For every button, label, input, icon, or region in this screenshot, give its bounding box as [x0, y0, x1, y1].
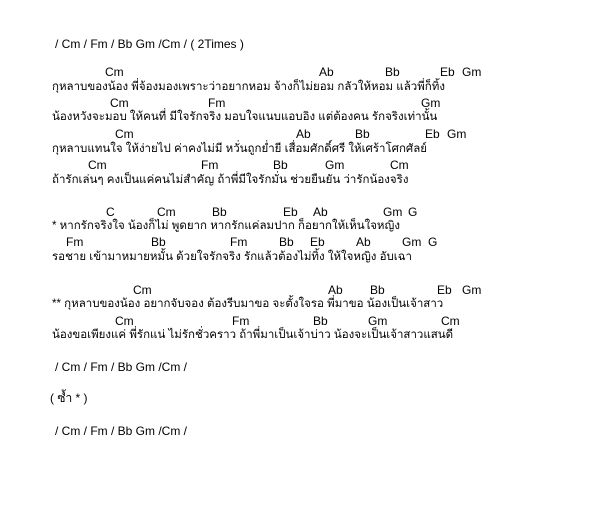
- interlude-progression: / Cm / Fm / Bb Gm /Cm /: [55, 360, 187, 374]
- chord: Fm: [201, 158, 219, 172]
- chord: Ab: [328, 283, 343, 297]
- chord: Bb: [151, 235, 166, 249]
- chord: G: [408, 205, 418, 219]
- lyric-line: น้องหวังจะมอบ ให้คนที่ มีใจรักจริง มอบใจแนบแอบอิง แต่ต้องคน รักจริงเท่านั้น: [52, 111, 438, 123]
- repeat-marker: ( ซ้ำ * ): [50, 391, 88, 405]
- chord: Cm: [115, 314, 134, 328]
- chord: C: [106, 205, 115, 219]
- chord: Cm: [157, 205, 176, 219]
- intro-progression: / Cm / Fm / Bb Gm /Cm / ( 2Times ): [55, 37, 244, 51]
- chord: Cm: [115, 127, 134, 141]
- chord: Ab: [356, 235, 371, 249]
- chord: Fm: [230, 235, 248, 249]
- lyric-line: น้องขอเพียงแค่ พี่รักแน่ ไม่รักชั่วคราว ถ้าพี่มาเป็นเจ้าบ่าว น้องจะเป็นเจ้าสาวแสนดี: [52, 329, 454, 341]
- lyric-line: รอชาย เข้ามาหมายหมั้น ด้วยใจรักจริง รักแล้วต้องไม่ทิ้ง ให้ใจหญิง อับเฉา: [52, 251, 412, 263]
- chord: Ab: [313, 205, 328, 219]
- lyric-line: ถ้ารักเล่นๆ คงเป็นแค่คนไม่สำคัญ ถ้าพี่มีใจรักมั่น ช่วยยืนยัน ว่ารักน้องจริง: [52, 174, 409, 186]
- chord: Gm: [402, 235, 422, 249]
- chord: Ab: [296, 127, 311, 141]
- chord: Fm: [208, 96, 226, 110]
- chord: Eb: [437, 283, 452, 297]
- chord: Bb: [273, 158, 288, 172]
- lyric-line: กุหลาบของน้อง พี่จ้องมองเพราะว่าอยากหอม จ้างก็ไม่ยอม กลัวให้หอม แล้วพี่ก็ทิ้ง: [52, 81, 445, 93]
- chord: Bb: [313, 314, 328, 328]
- chord: Eb: [283, 205, 298, 219]
- chord: Cm: [390, 158, 409, 172]
- chord: Eb: [425, 127, 440, 141]
- chord: Gm: [447, 127, 467, 141]
- chord: Bb: [212, 205, 227, 219]
- chord: Cm: [133, 283, 152, 297]
- chord: Bb: [355, 127, 370, 141]
- chord: Cm: [88, 158, 107, 172]
- chord: Gm: [325, 158, 345, 172]
- lyric-line: ** กุหลาบของน้อง อยากจับจอง ต้องรีบมาขอ จะตั้งใจรอ พี่มาขอ น้องเป็นเจ้าสาว: [52, 298, 444, 310]
- chord: G: [428, 235, 438, 249]
- chord: Bb: [385, 65, 400, 79]
- chord: Gm: [368, 314, 388, 328]
- lyric-line: กุหลาบแทนใจ ให้ง่ายไป ค่าคงไม่มี หวั่นถูกย่ำยี เสื่อมศักดิ์ศรี ให้เศร้าโศกศัลย์: [52, 143, 428, 155]
- chord: Cm: [110, 96, 129, 110]
- chord: Eb: [440, 65, 455, 79]
- chord: Bb: [279, 235, 294, 249]
- chord: Cm: [441, 314, 460, 328]
- chord: Gm: [462, 65, 482, 79]
- chord: Gm: [462, 283, 482, 297]
- outro-progression: / Cm / Fm / Bb Gm /Cm /: [55, 424, 187, 438]
- chord: Bb: [370, 283, 385, 297]
- chord: Gm: [383, 205, 403, 219]
- chord: Fm: [66, 235, 84, 249]
- chord: Fm: [232, 314, 250, 328]
- chord: Gm: [421, 96, 441, 110]
- chord: Ab: [319, 65, 334, 79]
- chord: Cm: [105, 65, 124, 79]
- chord: Eb: [310, 235, 325, 249]
- lyric-line: * หากรักจริงใจ น้องก็ไม่ พูดยาก หากรักแค่ลมปาก ก็อยากให้เห็นใจหญิง: [52, 220, 400, 232]
